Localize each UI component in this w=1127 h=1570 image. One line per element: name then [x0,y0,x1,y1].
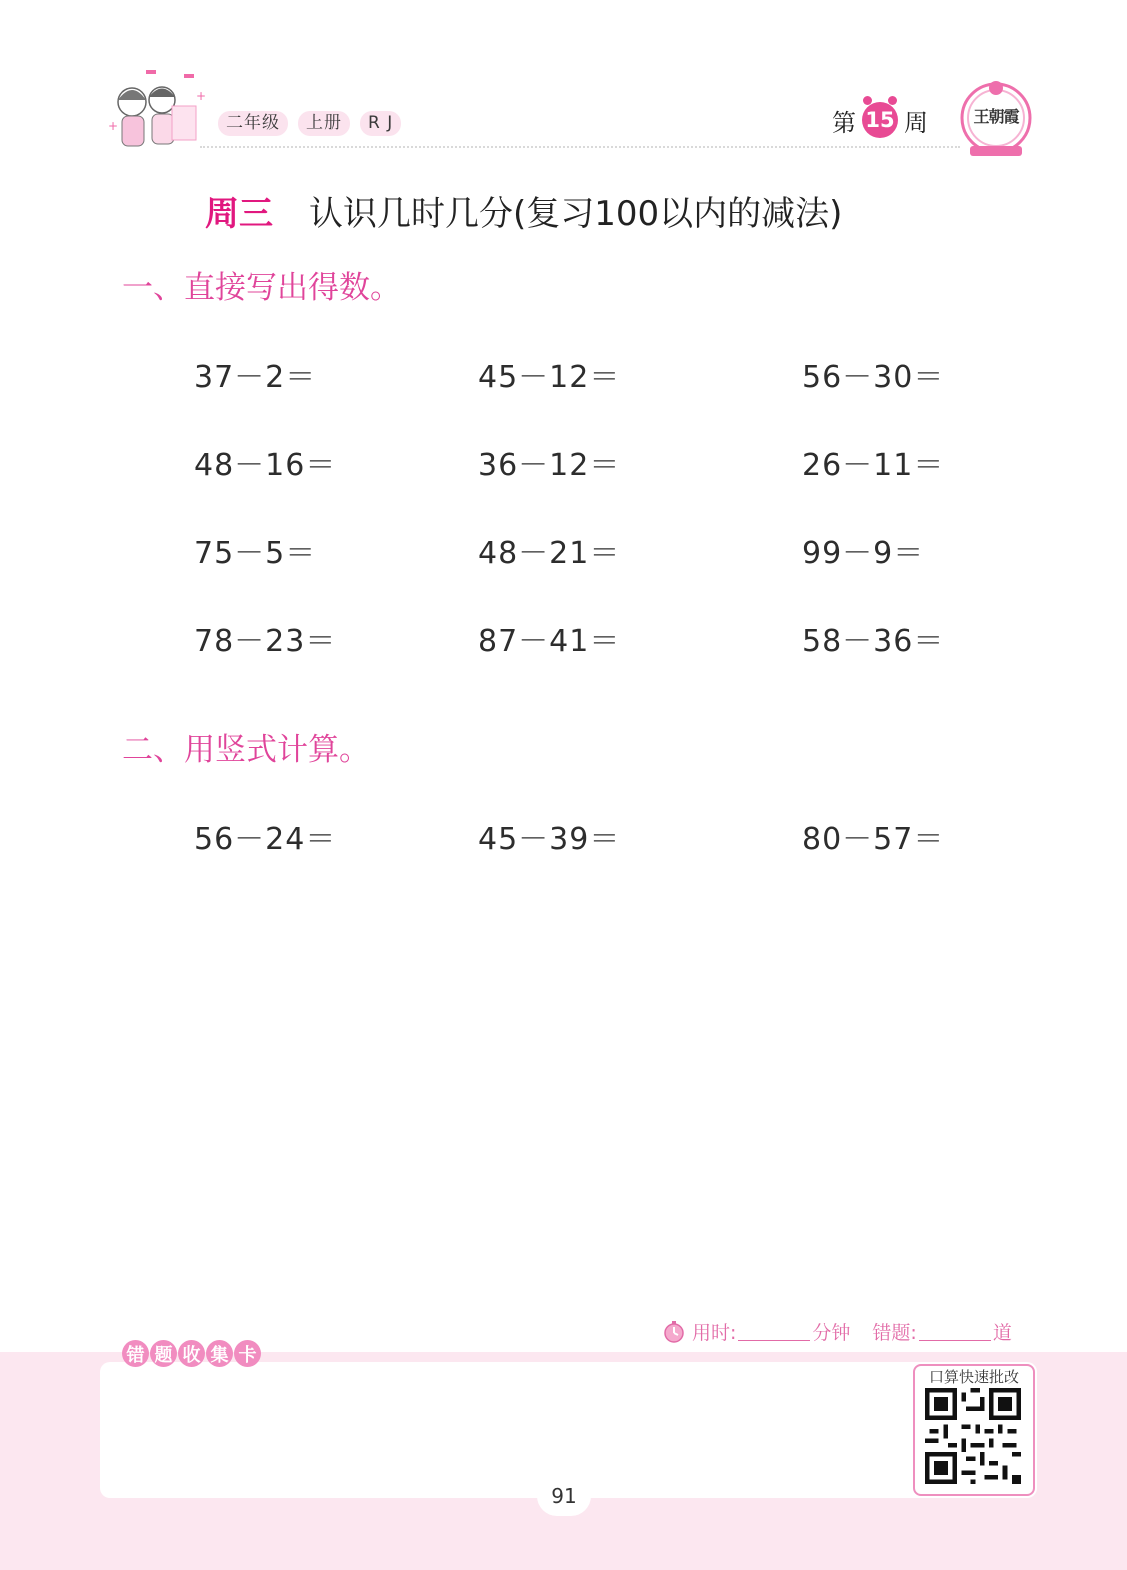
qr-label: 口算快速批改 [928,1368,1019,1386]
card-title-char: 错 [122,1340,149,1367]
problem: 80－57＝ [802,822,945,857]
stopwatch-icon [662,1320,686,1344]
title-day: 周三 [205,194,273,234]
card-title-char: 收 [178,1340,205,1367]
problem: 45－39＝ [478,822,621,857]
errors-label: 错题: [872,1322,917,1344]
edition-tag: R J [360,111,401,136]
seal-text: 王朝霞 [973,107,1019,126]
svg-text:+: + [196,89,207,103]
problem: 58－36＝ [802,624,945,659]
brand-seal [958,80,1034,160]
errors-blank[interactable] [919,1322,991,1341]
problem: 26－11＝ [802,448,945,483]
error-card-title [122,1340,261,1367]
svg-text:+: + [108,119,119,133]
problem: 87－41＝ [478,624,621,659]
problem: 75－5＝ [194,536,317,571]
problem: 37－2＝ [194,360,317,395]
problem: 36－12＝ [478,448,621,483]
qr-code-icon[interactable] [925,1388,1021,1484]
week-indicator [832,100,928,140]
card-title-char: 卡 [234,1340,261,1367]
grade-tag: 二年级 [218,111,288,136]
page-number: 91 [537,1476,591,1516]
week-prefix: 第 [832,108,856,137]
problem: 48－21＝ [478,536,621,571]
volume-tag: 上册 [298,111,350,136]
problem: 56－24＝ [194,822,337,857]
problem: 56－30＝ [802,360,945,395]
time-unit: 分钟 [812,1322,851,1344]
problem: 45－12＝ [478,360,621,395]
title-topic: 认识几时几分(复习100以内的减法) [309,194,843,234]
kids-illustration [106,70,210,156]
section2-heading: 二、用竖式计算。 [122,732,370,768]
qr-panel[interactable] [913,1364,1035,1496]
problem: 99－9＝ [802,536,925,571]
section1-heading: 一、直接写出得数。 [122,270,401,306]
errors-unit: 道 [992,1322,1012,1344]
card-title-char: 集 [206,1340,233,1367]
week-number-badge: 15 [862,102,898,138]
week-suffix: 周 [904,108,928,137]
problem: 48－16＝ [194,448,337,483]
page-title [205,186,842,235]
card-title-char: 题 [150,1340,177,1367]
time-label: 用时: [692,1322,737,1344]
problem: 78－23＝ [194,624,337,659]
header-divider [200,146,960,148]
time-blank[interactable] [738,1322,810,1341]
time-and-errors-line [662,1318,1012,1345]
